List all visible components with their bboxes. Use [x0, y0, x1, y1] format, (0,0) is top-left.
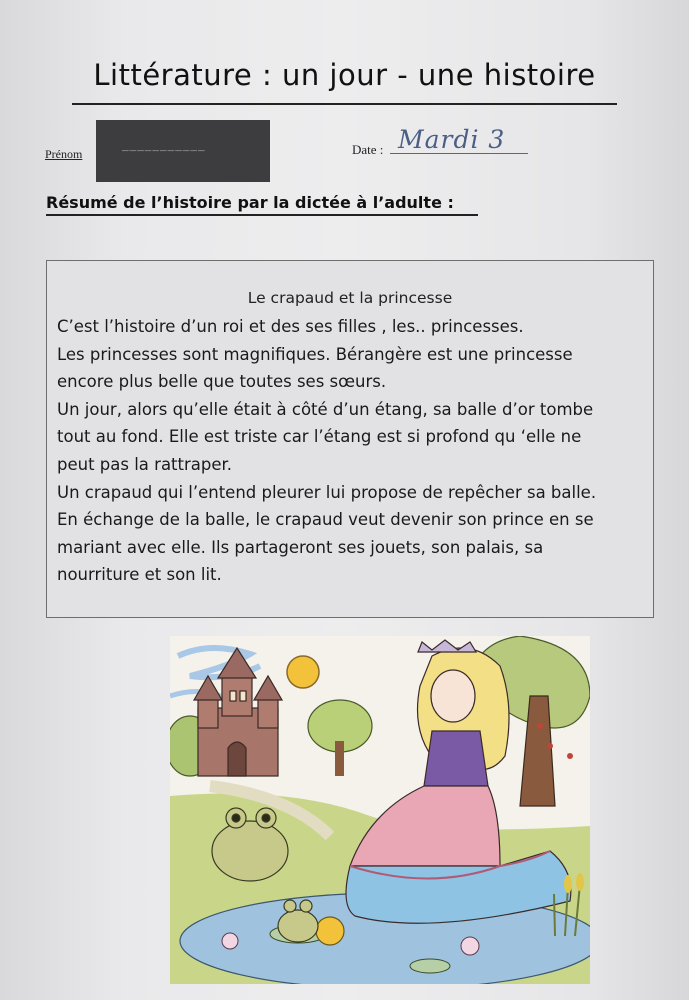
berry: [537, 723, 543, 729]
story-text: [57, 313, 653, 589]
title-underline: [72, 103, 617, 105]
reed-head: [564, 875, 572, 893]
story-line: nourriture et son lit.: [57, 565, 222, 585]
page-title: Littérature : un jour - une histoire: [93, 58, 596, 92]
date-label: Date :: [352, 142, 384, 157]
section-heading: Résumé de l’histoire par la dictée à l’adulte :: [46, 193, 454, 212]
story-title: Le crapaud et la princesse: [247, 289, 453, 307]
lily-pad: [410, 959, 450, 973]
prenom-value: ___________: [122, 142, 206, 154]
story-line: Un crapaud qui l’entend pleurer lui propose de repêcher sa balle.: [57, 482, 597, 502]
golden-ball: [316, 917, 344, 945]
prenom-redaction-box: [96, 120, 270, 182]
prenom-label: Prénom: [45, 147, 83, 161]
flower: [461, 937, 479, 955]
section-underline: [46, 214, 478, 216]
berry: [547, 743, 553, 749]
story-box: [46, 260, 654, 618]
berry: [567, 753, 573, 759]
reed-head: [576, 873, 584, 891]
sun: [287, 656, 319, 688]
story-line: En échange de la balle, le crapaud veut devenir son prince en se: [57, 510, 594, 530]
tree-trunk: [335, 741, 344, 776]
flower: [222, 933, 238, 949]
story-illustration: [170, 636, 590, 984]
story-line: Un jour, alors qu’elle était à côté d’un étang, sa balle d’or tombe: [57, 399, 594, 419]
story-line: peut pas la rattraper.: [57, 454, 233, 474]
story-line: Les princesses sont magnifiques. Bérangère est une princesse: [57, 344, 573, 364]
story-line: tout au fond. Elle est triste car l’étang est si profond qu ‘elle ne: [57, 427, 582, 447]
date-handwritten-value: Mardi 3: [398, 125, 506, 154]
story-line: mariant avec elle. Ils partageront ses jouets, son palais, sa: [57, 537, 544, 557]
story-line: C’est l’histoire d’un roi et des ses filles , les.. princesses.: [57, 317, 524, 336]
story-line: encore plus belle que toutes ses sœurs.: [57, 372, 387, 392]
